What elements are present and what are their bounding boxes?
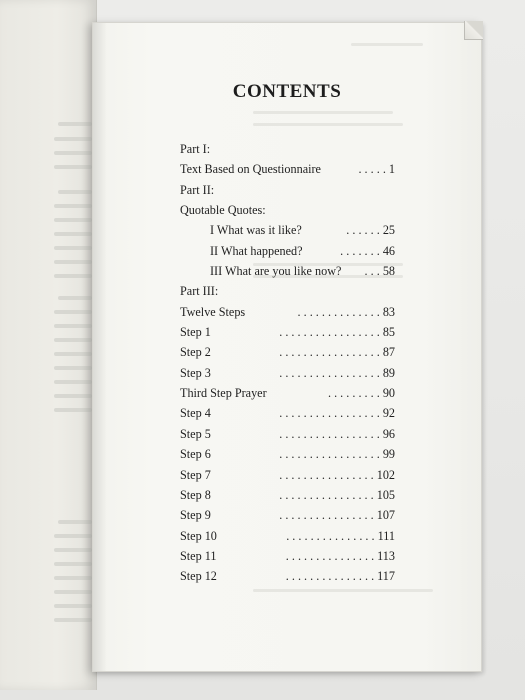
toc-entry-page-number: 58 <box>382 264 395 279</box>
toc-entry-page-number: 102 <box>376 467 395 482</box>
table-of-contents <box>180 139 395 587</box>
toc-entry <box>180 322 395 342</box>
dot-leader: . . . . . . . . . . . . . . . . <box>279 508 377 523</box>
toc-entry-page-number: 99 <box>382 447 395 462</box>
toc-entry-label: Step 7 <box>180 467 211 482</box>
toc-entry-label: Step 2 <box>180 345 211 360</box>
toc-entry-page-group <box>279 322 395 342</box>
toc-entry <box>180 383 395 403</box>
toc-entry <box>180 342 395 362</box>
toc-entry-page-group <box>286 526 395 546</box>
page-title: CONTENTS <box>232 81 342 102</box>
toc-entry-page-number: 25 <box>382 223 395 238</box>
dot-leader: . . . . . . <box>346 223 383 238</box>
toc-entry-label: Step 8 <box>180 487 211 502</box>
dot-leader: . . . . . . . . . . . . . . . . . <box>279 426 383 441</box>
toc-entry-page-number: 1 <box>388 162 395 177</box>
toc-entry-page-group <box>298 302 396 322</box>
toc-entry <box>180 505 395 525</box>
toc-entry <box>180 220 395 240</box>
dot-leader: . . . . . . . . . . . . . . . . <box>279 487 377 502</box>
toc-entry-page-number: 107 <box>376 508 395 523</box>
toc-entry <box>180 566 395 586</box>
toc-entry-label: Step 6 <box>180 447 211 462</box>
dot-leader: . . . . . . . . . . . . . . . . . <box>279 345 383 360</box>
toc-entry-page-number: 89 <box>382 365 395 380</box>
toc-entry-page-group <box>279 363 395 383</box>
toc-entry <box>180 139 395 159</box>
dot-leader: . . . . . . . . . . . . . . . . . <box>279 325 383 340</box>
toc-entry-page-number: 92 <box>382 406 395 421</box>
toc-entry <box>180 465 395 485</box>
toc-entry-page-group <box>279 444 395 464</box>
toc-entry-page-number: 117 <box>377 569 395 584</box>
toc-entry-page-number: 105 <box>376 487 395 502</box>
dot-leader: . . . . . . . . . <box>327 386 383 401</box>
toc-entry <box>180 444 395 464</box>
toc-entry <box>180 281 395 301</box>
toc-entry-page-group <box>346 220 395 240</box>
toc-entry-label: Part II: <box>180 182 215 197</box>
toc-entry-label: Step 1 <box>180 325 211 340</box>
toc-entry-page-group <box>286 566 395 586</box>
page-corner-fold <box>464 21 483 40</box>
toc-entry-label: Third Step Prayer <box>180 386 267 401</box>
toc-entry-page-group <box>279 342 395 362</box>
toc-entry <box>180 363 395 383</box>
toc-entry-label: II What happened? <box>210 243 303 258</box>
dot-leader: . . . . . . . . . . . . . . . <box>285 548 378 563</box>
dot-leader: . . . . . . . . . . . . . . . <box>286 528 378 543</box>
dot-leader: . . . . . . . . . . . . . . . . . <box>279 365 383 380</box>
toc-entry-page-group <box>340 241 395 261</box>
toc-entry <box>180 261 395 281</box>
dot-leader: . . . . . . . . . . . . . . <box>297 304 383 319</box>
toc-entry-page-number: 111 <box>377 528 395 543</box>
toc-entry <box>180 302 395 322</box>
underlying-page <box>0 0 97 690</box>
toc-entry-label: Part I: <box>180 142 211 156</box>
toc-entry-label: Twelve Steps <box>180 304 246 319</box>
toc-entry-page-number: 96 <box>382 426 395 441</box>
toc-entry <box>180 526 395 546</box>
dot-leader: . . . . . . . <box>340 243 383 258</box>
toc-entry-page-group <box>279 485 395 505</box>
dot-leader: . . . <box>364 264 383 279</box>
toc-entry-page-number: 113 <box>377 548 395 563</box>
toc-entry-label: Step 9 <box>180 508 211 523</box>
toc-entry-label: Part III: <box>180 284 219 299</box>
dot-leader: . . . . . . . . . . . . . . . . . <box>279 406 383 421</box>
dot-leader: . . . . . <box>358 162 389 177</box>
toc-entry <box>180 485 395 505</box>
dot-leader: . . . . . . . . . . . . . . . . . <box>279 447 383 462</box>
toc-entry-page-number: 83 <box>382 304 395 319</box>
toc-entry <box>180 403 395 423</box>
toc-entry <box>180 546 395 566</box>
dot-leader: . . . . . . . . . . . . . . . <box>285 569 378 584</box>
toc-entry-page-group <box>328 383 395 403</box>
toc-entry-label: Quotable Quotes: <box>180 203 266 218</box>
toc-entry-page-group <box>279 465 395 485</box>
toc-entry-label: Step 4 <box>180 406 211 421</box>
toc-entry <box>180 180 395 200</box>
toc-entry-page-number: 85 <box>382 325 395 340</box>
contents-page <box>92 22 482 672</box>
toc-entry-label: Step 10 <box>180 528 217 543</box>
toc-entry-page-number: 87 <box>382 345 395 360</box>
toc-entry-page-group <box>279 403 395 423</box>
toc-entry-page-group <box>286 546 395 566</box>
toc-entry-label: Step 12 <box>180 569 217 584</box>
toc-entry-label: Step 5 <box>180 426 211 441</box>
toc-entry-label: Step 11 <box>180 548 217 563</box>
toc-entry <box>180 159 395 179</box>
toc-entry-page-group <box>358 159 395 179</box>
toc-entry <box>180 241 395 261</box>
toc-entry-label: Text Based on Questionnaire <box>180 162 321 177</box>
toc-entry-label: I What was it like? <box>210 223 302 238</box>
toc-entry-page-group <box>365 261 395 281</box>
toc-entry <box>180 200 395 220</box>
toc-entry-page-number: 90 <box>382 386 395 401</box>
toc-entry-page-group <box>279 505 395 525</box>
dot-leader: . . . . . . . . . . . . . . . . <box>279 467 377 482</box>
toc-entry-label: III What are you like now? <box>210 264 342 279</box>
toc-entry <box>180 424 395 444</box>
toc-entry-page-number: 46 <box>382 243 395 258</box>
toc-entry-page-group <box>279 424 395 444</box>
toc-entry-label: Step 3 <box>180 365 211 380</box>
